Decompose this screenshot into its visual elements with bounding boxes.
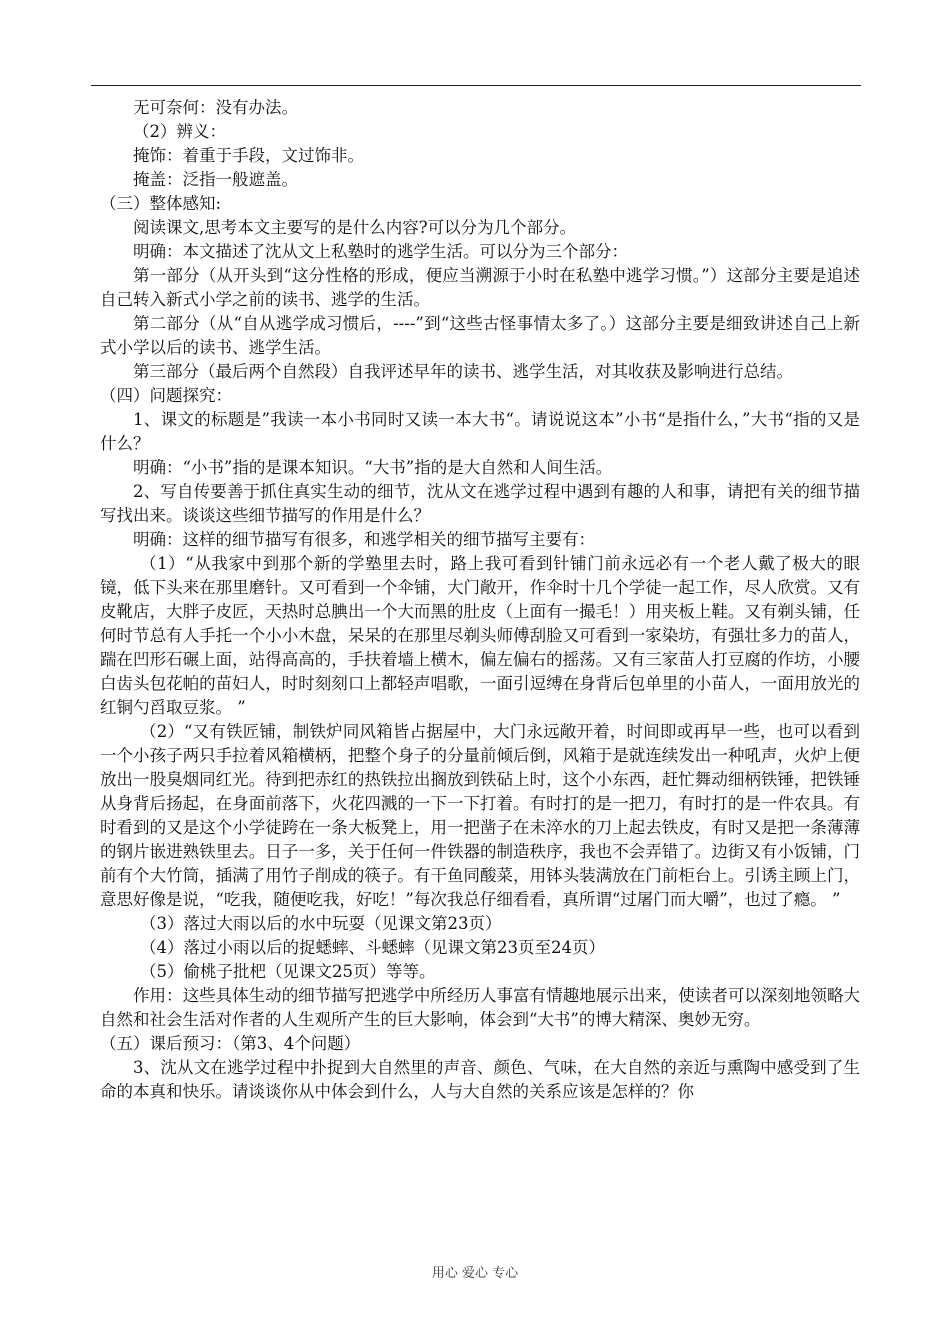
page-footer: 用心 爱心 专心: [431, 1266, 519, 1281]
paragraph: 阅读课文,思考本文主要写的是什么内容?可以分为几个部分。: [133, 218, 577, 237]
paragraph: 作用：这些具体生动的细节描写把逃学中所经历人事富有情趣地展示出来，使读者可以深刻地领略大自然和社会生活对作者的人生观所产生的巨大影响，体会到“大书”的博大精深、奥妙无穷。: [100, 986, 860, 1029]
paragraph: 第一部分（从开头到“这分性格的形成，便应当溯源于小时在私塾中逃学习惯。”）这部分主要是追述自己转入新式小学之前的读书、逃学的生活。: [100, 266, 860, 309]
paragraph: 掩饰：着重于手段，文过饰非。: [133, 146, 364, 165]
header-rule: [91, 85, 861, 86]
paragraph: 明确：这样的细节描写有很多，和逃学相关的细节描写主要有：: [133, 530, 595, 549]
paragraph: 无可奈何：没有办法。: [133, 98, 298, 117]
list-item: （5）偷桃子批杷（见课文25页）等等。: [140, 962, 436, 981]
section-heading: （四）问题探究：: [100, 386, 232, 405]
section-heading: （三）整体感知:: [100, 194, 222, 213]
paragraph: 3、沈从文在逃学过程中扑捉到大自然里的声音、颜色、气味，在大自然的亲近与熏陶中感受到了生命的本真和快乐。请谈谈你从中体会到什么，人与大自然的关系应该是怎样的？你: [100, 1058, 860, 1101]
document-body: [100, 96, 860, 1104]
paragraph: 明确：本文描述了沈从文上私塾时的逃学生活。可以分为三个部分：: [133, 242, 628, 261]
paragraph: 第三部分（最后两个自然段）自我评述早年的读书、逃学生活，对其收获及影响进行总结。: [133, 362, 793, 381]
section-heading: （五）课后预习：（第3、4个问题）: [100, 1034, 361, 1053]
paragraph: 2、写自传要善于抓住真实生动的细节，沈从文在逃学过程中遇到有趣的人和事，请把有关的细节描写找出来。谈谈这些细节描写的作用是什么？: [100, 482, 860, 525]
list-item: （4）落过小雨以后的捉蟋蟀、斗蟋蟀（见课文第23页至24页）: [140, 938, 605, 957]
paragraph: 掩盖：泛指一般遮盖。: [133, 170, 298, 189]
quote-paragraph: （1）“从我家中到那个新的学塾里去时，路上我可看到针铺门前永远必有一个老人戴了极大的眼镜，低下头来在那里磨针。又可看到一个伞铺，大门敞开，作伞时十几个学徒一起工作，尽人欣赏。又有皮靴店，大胖子皮匠，天热时总腆出一个大而黑的肚皮（上面有一撮毛！）用夹板上鞋。又有剃头铺，任何时节总有人手托一个小小木盘，呆呆的在那里尽剃头师傅刮脸又可看到一家染坊，有强壮多力的苗人，踹在凹形石碾上面，站得高高的，手扶着墙上横木，偏左偏右的摇荡。又有三家苗人打豆腐的作坊，小腰白齿头包花帕的苗妇人，时时刻刻口上都轻声唱歌，一面引逗缚在身背后包单里的小苗人，一面用放光的红铜勺舀取豆浆。 ”: [100, 554, 860, 717]
paragraph: 第二部分（从“自从逃学成习惯后，----”到“这些古怪事情太多了。）这部分主要是细致讲述自己上新式小学以后的读书、逃学生活。: [100, 314, 860, 357]
quote-paragraph: （2）“又有铁匠铺，制铁炉同风箱皆占据屋中，大门永远敞开着，时间即或再早一些，也可以看到一个小孩子两只手拉着风箱横柄，把整个身子的分量前倾后倒，风箱于是就连续发出一种吼声，火炉上便放出一股臭烟同红光。待到把赤红的热铁拉出搁放到铁砧上时，这个小东西，赶忙舞动细柄铁锤，把铁锤从身背后扬起，在身面前落下，火花四溅的一下一下打着。有时打的是一把刀，有时打的是一件农具。有时看到的又是这个小学徒跨在一条大板凳上，用一把凿子在未淬水的刀上起去铁皮，有时又是把一条薄薄的钢片嵌进熟铁里去。日子一多，关于任何一件铁器的制造秩序，我也不会弄错了。边街又有小饭铺，门前有个大竹筒，插满了用竹子削成的筷子。有干鱼同酸菜，用钵头装满放在门前柜台上。引诱主顾上门，意思好像是说，“吃我，随便吃我，好吃！”每次我总仔细看看，真所谓“过屠门而大嚼”，也过了瘾。 ”: [100, 722, 860, 909]
paragraph: （2）辨义：: [133, 122, 226, 141]
paragraph: 1、课文的标题是”我读一本小书同时又读一本大书“。请说说这本”小书“是指什么，”大书“指的又是什么？: [100, 410, 860, 453]
paragraph: 明确：“小书”指的是课本知识。“大书”指的是大自然和人间生活。: [133, 458, 613, 477]
list-item: （3）落过大雨以后的水中玩耍（见课文第23页）: [140, 914, 502, 933]
